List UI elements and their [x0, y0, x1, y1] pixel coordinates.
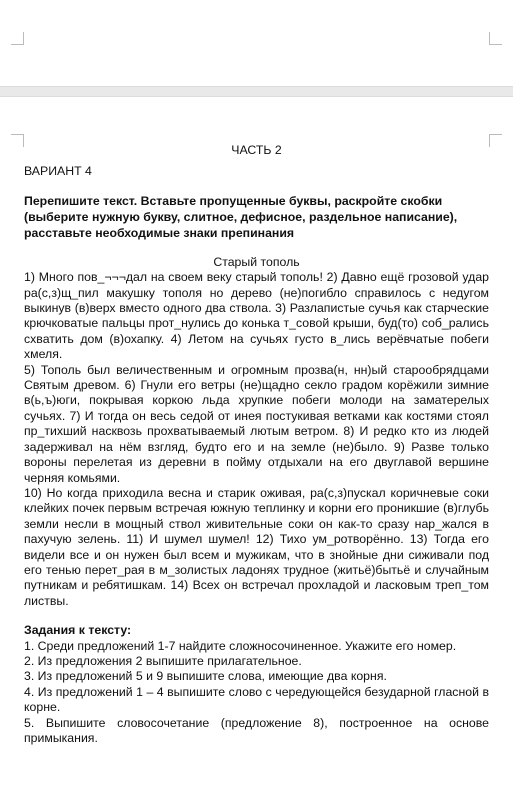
crop-mark-bottom-right [489, 134, 502, 147]
document-page [24, 143, 489, 746]
variant-label: ВАРИАНТ 4 [24, 164, 92, 179]
crop-mark-top-left [11, 32, 24, 45]
task-instruction: Перепишите текст. Вставьте пропущенные буквы, раскройте скобки (выберите нужную букву, слитное, дефисное, раздельное написание), расставьте необходимые знаки препинания [24, 193, 458, 240]
crop-mark-top-right [489, 32, 502, 45]
text-paragraph: 10) Но когда приходила весна и старик оживая, ра(с,з)пускал коричневые соки клейких почек первым встречая южную теплинку и корни его проникшие (в)глубь земли несли в мощный ствол живительные соки он как-то сразу нар_жался в пахучую зелень. 11) И шумел шумел! 12) Тихо ум_ротворённо. 13) Тогда его видели все и он нужен был всем и мужикам, что в знойные дни сиживали под его тенью перет_рая в м_золистых ладонях трудное (житьё)бытьё и случайным путникам и ребятишкам. 14) Всех он встречал прохладой и ласковым треп_том листвы. [24, 485, 489, 608]
page-separator [0, 86, 513, 97]
task-item: 4. Из предложений 1 – 4 выпишите слово с чередующейся безударной гласной в корне. [24, 684, 489, 715]
previous-page-bottom [0, 0, 513, 86]
task-item: 1. Среди предложений 1-7 найдите сложносочиненное. Укажите его номер. [24, 638, 457, 653]
task-item: 3. Из предложений 5 и 9 выпишите слова, имеющие два корня. [24, 669, 387, 684]
task-item: 2. Из предложения 2 выпишите прилагательное. [24, 653, 302, 668]
text-paragraph: 1) Много пов_¬¬¬дал на своем веку старый тополь! 2) Давно ещё грозовой удар ра(с,з)щ_пил макушку тополя но дерево (не)погибло справилось с недугом выкинув (в)верх вместо одного два ствола. 3) Разлапистые сучья как старческие крючковатые пальцы прот_нулись до конька т_совой крыши, буд(то) соб_рались схватить дом (в)охапку. 4) Летом на сучьях густо в_лись верёвчатые побеги хмеля. [24, 270, 489, 362]
text-title: Старый тополь [213, 254, 300, 269]
tasks-heading: Задания к тексту: [24, 623, 132, 638]
text-paragraph: 5) Тополь был величественным и огромным прозва(н, нн)ый старообрядцами Святым древом. 6) Гнули его ветры (не)щадно секло градом корёжили зимние в(ь,ъ)юги, покрывая коркою льда хрупкие побеги молоди на заматерелых сучьях. 7) И тогда он весь седой от инея постукивая ветками как костями стоял пр_тихший насквозь прохватываемый лютым ветром. 8) И редко кто из людей задерживал на нём взгляд, будто его и на земле (не)было. 9) Разве только вороны перелетая из деревни в пойму отдыхали на его двуглавой вершине черняя комьями. [24, 362, 489, 485]
part-title: ЧАСТЬ 2 [231, 143, 282, 157]
crop-mark-bottom-left [11, 134, 24, 147]
task-item: 5. Выпишите словосочетание (предложение 8), построенное на основе примыкания. [24, 715, 489, 745]
